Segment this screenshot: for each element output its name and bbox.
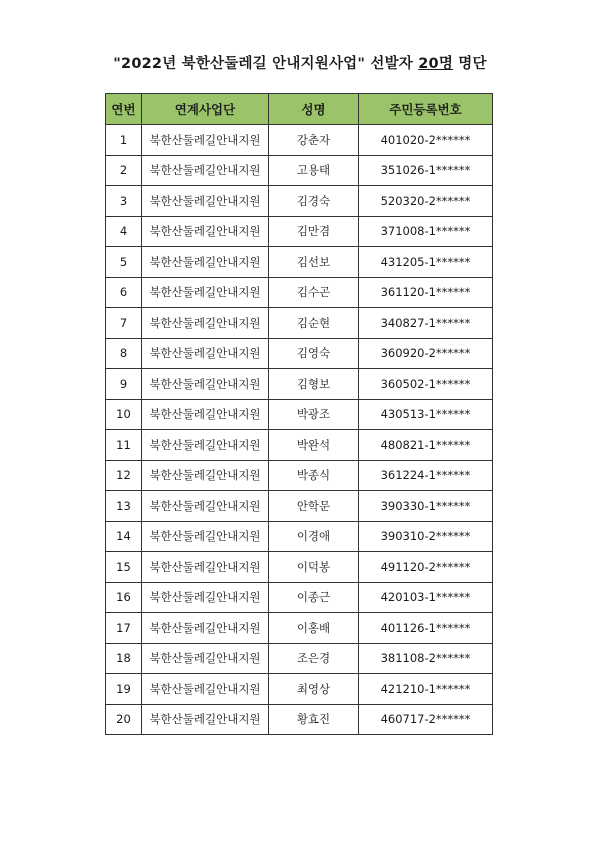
header-serial-number: 연번 bbox=[106, 94, 142, 125]
cell-resident-number: 401126-1****** bbox=[359, 613, 493, 644]
cell-name: 이덕봉 bbox=[269, 552, 359, 583]
table-row bbox=[106, 643, 493, 674]
cell-resident-number: 431205-1****** bbox=[359, 247, 493, 278]
cell-serial-number: 11 bbox=[106, 430, 142, 461]
cell-resident-number: 371008-1****** bbox=[359, 216, 493, 247]
table-row bbox=[106, 613, 493, 644]
cell-resident-number: 361120-1****** bbox=[359, 277, 493, 308]
cell-name: 김수곤 bbox=[269, 277, 359, 308]
cell-program: 북한산둘레길안내지원 bbox=[142, 704, 269, 735]
cell-program: 북한산둘레길안내지원 bbox=[142, 277, 269, 308]
cell-resident-number: 360920-2****** bbox=[359, 338, 493, 369]
title-count: 20명 bbox=[418, 56, 454, 72]
cell-serial-number: 12 bbox=[106, 460, 142, 491]
cell-serial-number: 4 bbox=[106, 216, 142, 247]
cell-name: 강춘자 bbox=[269, 125, 359, 156]
cell-program: 북한산둘레길안내지원 bbox=[142, 308, 269, 339]
cell-resident-number: 480821-1****** bbox=[359, 430, 493, 461]
cell-name: 고용태 bbox=[269, 155, 359, 186]
cell-name: 최영상 bbox=[269, 674, 359, 705]
cell-name: 이홍배 bbox=[269, 613, 359, 644]
cell-program: 북한산둘레길안내지원 bbox=[142, 552, 269, 583]
table-row bbox=[106, 338, 493, 369]
table-row bbox=[106, 521, 493, 552]
table-header bbox=[106, 94, 493, 125]
cell-resident-number: 381108-2****** bbox=[359, 643, 493, 674]
cell-serial-number: 16 bbox=[106, 582, 142, 613]
cell-serial-number: 14 bbox=[106, 521, 142, 552]
table-row bbox=[106, 460, 493, 491]
cell-serial-number: 17 bbox=[106, 613, 142, 644]
cell-serial-number: 20 bbox=[106, 704, 142, 735]
header-resident-number: 주민등록번호 bbox=[359, 94, 493, 125]
title-suffix: 명단 bbox=[453, 56, 487, 72]
table-row bbox=[106, 582, 493, 613]
cell-program: 북한산둘레길안내지원 bbox=[142, 643, 269, 674]
cell-serial-number: 3 bbox=[106, 186, 142, 217]
cell-name: 김만겸 bbox=[269, 216, 359, 247]
cell-name: 김선보 bbox=[269, 247, 359, 278]
table-row bbox=[106, 186, 493, 217]
cell-resident-number: 460717-2****** bbox=[359, 704, 493, 735]
cell-name: 박완석 bbox=[269, 430, 359, 461]
cell-program: 북한산둘레길안내지원 bbox=[142, 460, 269, 491]
cell-program: 북한산둘레길안내지원 bbox=[142, 155, 269, 186]
cell-resident-number: 420103-1****** bbox=[359, 582, 493, 613]
cell-program: 북한산둘레길안내지원 bbox=[142, 582, 269, 613]
cell-program: 북한산둘레길안내지원 bbox=[142, 521, 269, 552]
cell-name: 안학문 bbox=[269, 491, 359, 522]
cell-resident-number: 491120-2****** bbox=[359, 552, 493, 583]
cell-program: 북한산둘레길안내지원 bbox=[142, 125, 269, 156]
cell-serial-number: 5 bbox=[106, 247, 142, 278]
cell-resident-number: 401020-2****** bbox=[359, 125, 493, 156]
table-header-row bbox=[106, 94, 493, 125]
cell-resident-number: 361224-1****** bbox=[359, 460, 493, 491]
cell-name: 김순현 bbox=[269, 308, 359, 339]
cell-resident-number: 390330-1****** bbox=[359, 491, 493, 522]
table-row bbox=[106, 674, 493, 705]
table-row bbox=[106, 155, 493, 186]
cell-resident-number: 430513-1****** bbox=[359, 399, 493, 430]
cell-name: 이경애 bbox=[269, 521, 359, 552]
table-row bbox=[106, 491, 493, 522]
cell-resident-number: 421210-1****** bbox=[359, 674, 493, 705]
cell-serial-number: 19 bbox=[106, 674, 142, 705]
table-row bbox=[106, 308, 493, 339]
cell-resident-number: 520320-2****** bbox=[359, 186, 493, 217]
cell-name: 황효진 bbox=[269, 704, 359, 735]
table-row bbox=[106, 369, 493, 400]
cell-resident-number: 340827-1****** bbox=[359, 308, 493, 339]
cell-name: 조은경 bbox=[269, 643, 359, 674]
cell-name: 김경숙 bbox=[269, 186, 359, 217]
table-row bbox=[106, 125, 493, 156]
table-row bbox=[106, 552, 493, 583]
table-row bbox=[106, 399, 493, 430]
cell-name: 박광조 bbox=[269, 399, 359, 430]
cell-name: 김형보 bbox=[269, 369, 359, 400]
cell-serial-number: 8 bbox=[106, 338, 142, 369]
cell-serial-number: 13 bbox=[106, 491, 142, 522]
cell-name: 박종식 bbox=[269, 460, 359, 491]
page-title bbox=[0, 52, 600, 73]
table-row bbox=[106, 247, 493, 278]
table-row bbox=[106, 277, 493, 308]
cell-program: 북한산둘레길안내지원 bbox=[142, 491, 269, 522]
table-row bbox=[106, 430, 493, 461]
cell-serial-number: 18 bbox=[106, 643, 142, 674]
cell-serial-number: 1 bbox=[106, 125, 142, 156]
cell-resident-number: 360502-1****** bbox=[359, 369, 493, 400]
cell-name: 김영숙 bbox=[269, 338, 359, 369]
title-prefix: "2022년 북한산둘레길 안내지원사업" 선발자 bbox=[113, 56, 419, 72]
table-row bbox=[106, 704, 493, 735]
cell-program: 북한산둘레길안내지원 bbox=[142, 399, 269, 430]
cell-serial-number: 2 bbox=[106, 155, 142, 186]
cell-resident-number: 390310-2****** bbox=[359, 521, 493, 552]
cell-serial-number: 9 bbox=[106, 369, 142, 400]
header-name: 성명 bbox=[269, 94, 359, 125]
cell-program: 북한산둘레길안내지원 bbox=[142, 369, 269, 400]
cell-program: 북한산둘레길안내지원 bbox=[142, 338, 269, 369]
cell-program: 북한산둘레길안내지원 bbox=[142, 430, 269, 461]
selectee-table bbox=[105, 93, 493, 735]
cell-serial-number: 6 bbox=[106, 277, 142, 308]
cell-serial-number: 7 bbox=[106, 308, 142, 339]
header-program: 연계사업단 bbox=[142, 94, 269, 125]
table-row bbox=[106, 216, 493, 247]
cell-program: 북한산둘레길안내지원 bbox=[142, 247, 269, 278]
cell-program: 북한산둘레길안내지원 bbox=[142, 186, 269, 217]
cell-program: 북한산둘레길안내지원 bbox=[142, 216, 269, 247]
cell-resident-number: 351026-1****** bbox=[359, 155, 493, 186]
cell-program: 북한산둘레길안내지원 bbox=[142, 613, 269, 644]
cell-serial-number: 10 bbox=[106, 399, 142, 430]
cell-name: 이종근 bbox=[269, 582, 359, 613]
table-body bbox=[106, 125, 493, 735]
cell-program: 북한산둘레길안내지원 bbox=[142, 674, 269, 705]
cell-serial-number: 15 bbox=[106, 552, 142, 583]
